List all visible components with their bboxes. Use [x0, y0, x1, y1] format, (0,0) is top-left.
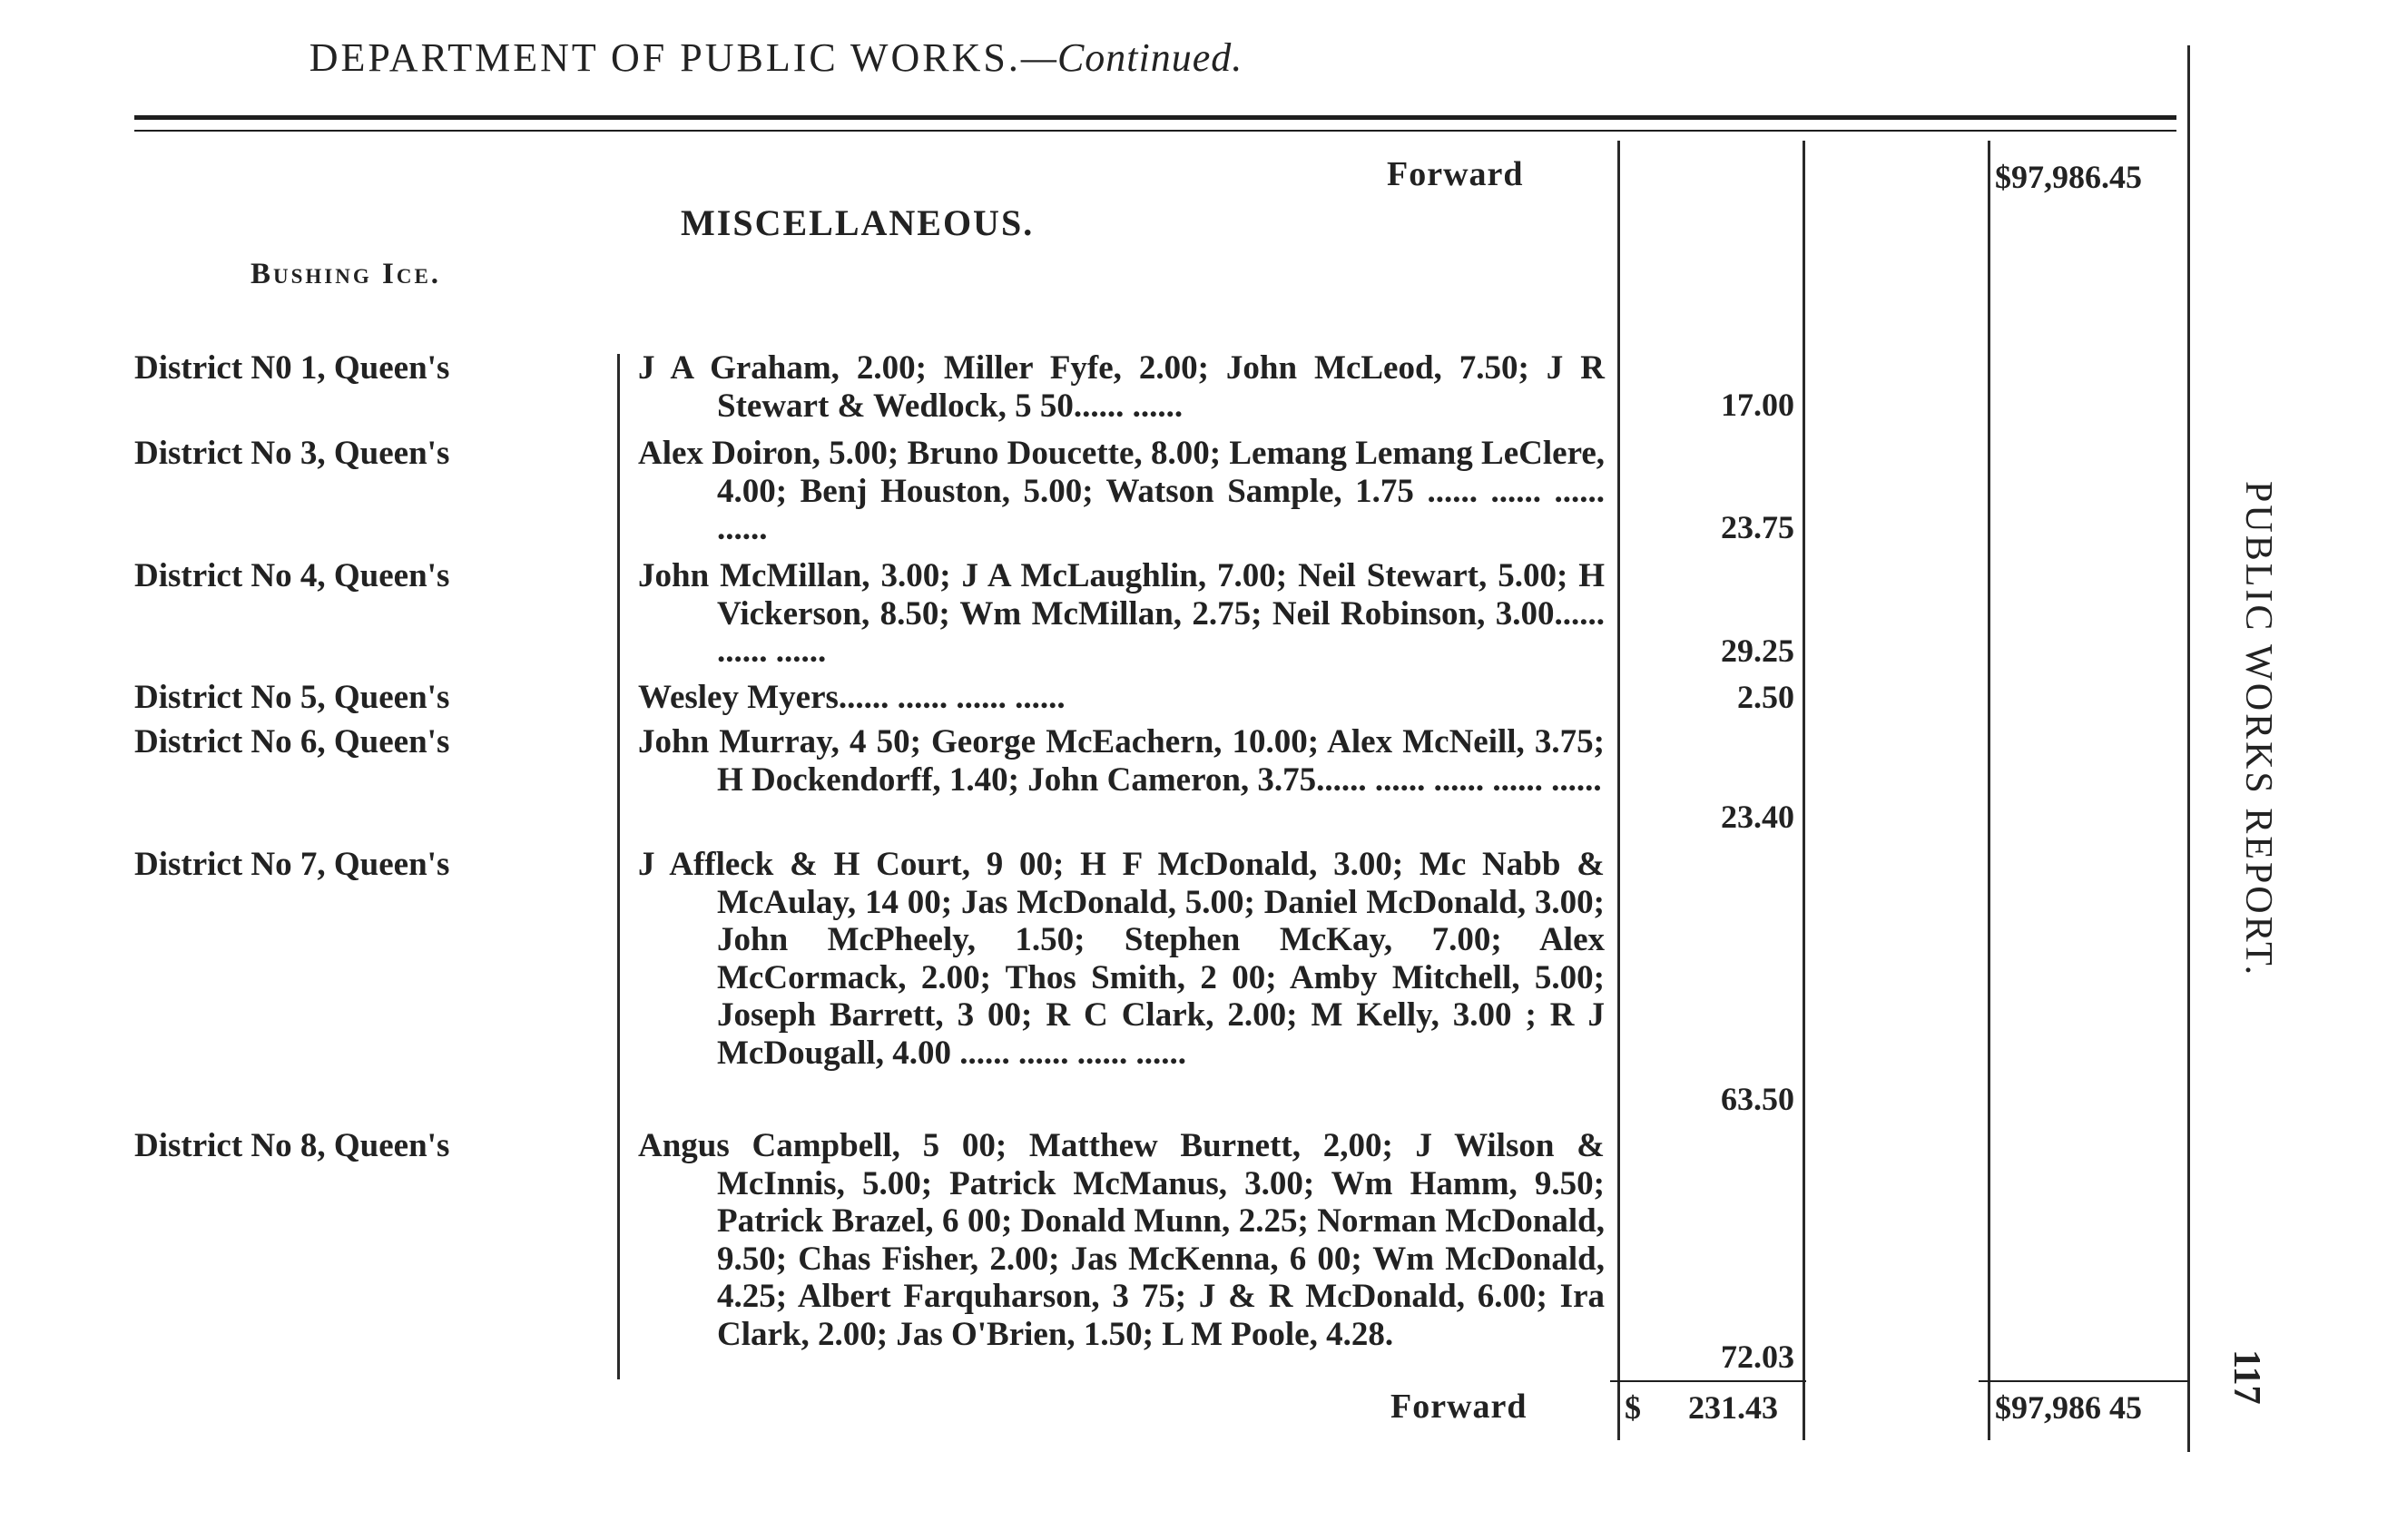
forward-amount-top: $97,986.45 [1995, 159, 2142, 195]
names-list: John Murray, 4 50; George McEachern, 10.00; Alex McNeill, 3.75; H Dockendorff, 1.40; John Cameron, 3.75...... ...... ...... ...... ...... [638, 723, 1605, 799]
right-border-line [2187, 45, 2190, 1452]
names-list: J Affleck & H Court, 9 00; H F McDonald, 3.00; Mc Nabb & McAulay, 14 00; Jas McDonald, 5.00; Daniel McDonald, 3.00; John McPheely, 1.50; Stephen McKay, 7.00; Alex McCormack, 2.00; Thos Smith, 2 00; Amby Mitchell, 5.00; Joseph Barrett, 3 00; R C Clark, 2.00; M Kelly, 3.00 ; R J McDougall, 4.00 ...... ...... ...... ...... [638, 846, 1605, 1072]
forward-label-bottom: Forward [1390, 1388, 1528, 1426]
district-label: District No 5, Queen's [134, 679, 450, 716]
district-label: District No 3, Queen's [134, 435, 450, 472]
column-rule-3 [1988, 141, 1990, 1440]
header-continued: —Continued. [1020, 35, 1243, 80]
header-rule-thick [134, 115, 2176, 120]
header-title: DEPARTMENT OF PUBLIC WORKS. [309, 35, 1021, 80]
forward-amount-bottom: $97,986 45 [1995, 1389, 2142, 1426]
column-rule-2 [1803, 141, 1805, 1440]
names-column-rule [617, 354, 620, 1379]
forward-subtotal: 231.43 [1688, 1389, 1778, 1426]
names-list: Alex Doiron, 5.00; Bruno Doucette, 8.00; Lemang Lemang LeClere, 4.00; Benj Houston, 5.00; Watson Sample, 1.75 ...... ...... ...... ...... [638, 435, 1605, 548]
entry-amount: 17.00 [1721, 387, 1794, 423]
page-number-text: 117 [2225, 1349, 2267, 1405]
page-number [2215, 1349, 2278, 1441]
page-header [0, 34, 1552, 81]
subtotal-rule [1610, 1380, 1806, 1382]
district-label: District N0 1, Queen's [134, 349, 450, 387]
district-label: District No 7, Queen's [134, 846, 450, 883]
entry-amount: 29.25 [1721, 633, 1794, 669]
header-rule-thin [134, 130, 2176, 132]
district-label: District No 4, Queen's [134, 557, 450, 594]
names-list: J A Graham, 2.00; Miller Fyfe, 2.00; John McLeod, 7.50; J R Stewart & Wedlock, 5 50...... ...... [638, 349, 1605, 425]
names-list: Wesley Myers...... ...... ...... ...... [638, 679, 1066, 716]
names-list: John McMillan, 3.00; J A McLaughlin, 7.00; Neil Stewart, 5.00; H Vickerson, 8.50; Wm McMillan, 2.75; Neil Robinson, 3.00...... ...... ...... [638, 557, 1605, 671]
district-label: District No 6, Queen's [134, 723, 450, 760]
entry-amount: 2.50 [1737, 679, 1794, 715]
district-label: District No 8, Queen's [134, 1127, 450, 1164]
section-subtitle: Bushing Ice. [251, 258, 442, 290]
entry-amount: 23.75 [1721, 509, 1794, 545]
column-rule-1 [1617, 141, 1620, 1440]
forward-currency: $ [1625, 1389, 1641, 1426]
names-list: Angus Campbell, 5 00; Matthew Burnett, 2,00; J Wilson & McInnis, 5.00; Patrick McManus, 3.00; Wm Hamm, 9.50; Patrick Brazel, 6 00; Donald Munn, 2.25; Norman McDonald, 9.50; Chas Fisher, 2.00; Jas McKenna, 6 00; Wm McDonald, 4.25; Albert Farquharson, 3 75; J & R McDonald, 6.00; Ira Clark, 2.00; Jas O'Brien, 1.50; L M Poole, 4.28. [638, 1127, 1605, 1353]
section-title: MISCELLANEOUS. [681, 202, 1035, 243]
entry-amount: 72.03 [1721, 1339, 1794, 1375]
grand-total-rule [1979, 1380, 2189, 1382]
forward-label-top: Forward [1387, 155, 1524, 193]
side-running-title: PUBLIC WORKS REPORT. [2237, 481, 2279, 978]
entry-amount: 23.40 [1721, 799, 1794, 835]
entry-amount: 63.50 [1721, 1081, 1794, 1117]
